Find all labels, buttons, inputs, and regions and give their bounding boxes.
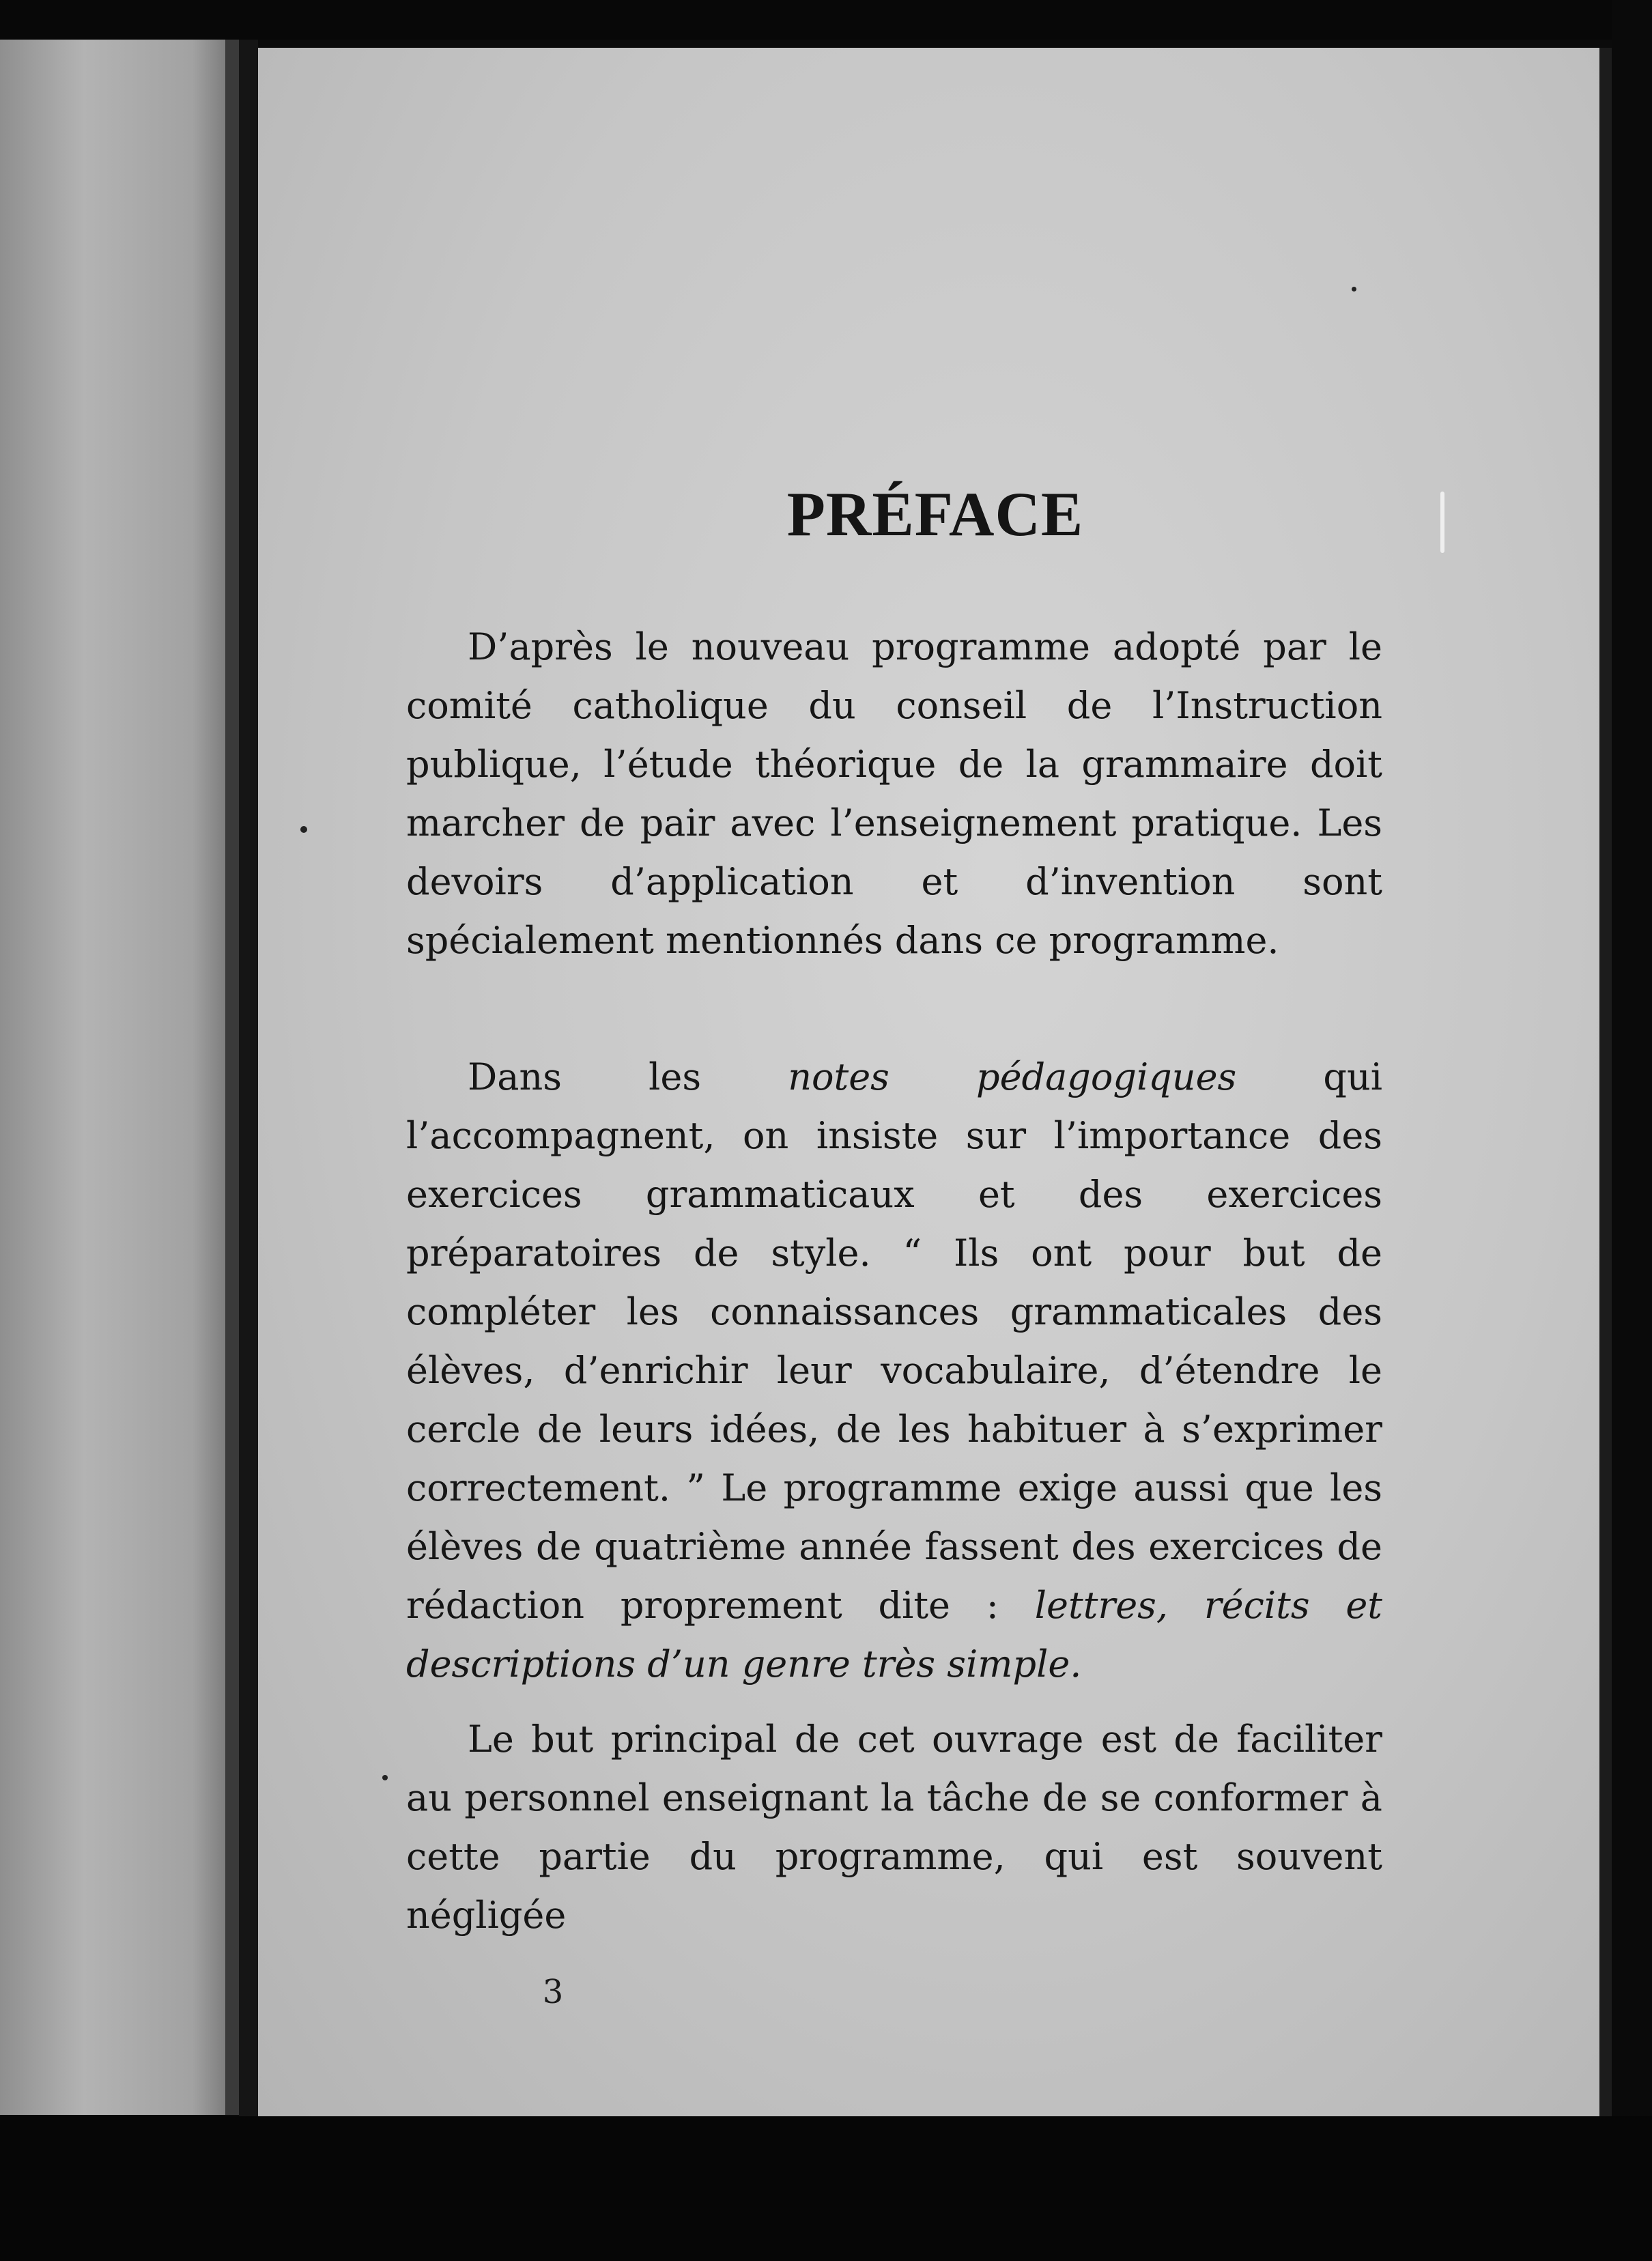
paragraph-2-italic-phrase: notes pédagogiques (788, 1055, 1237, 1098)
paragraph-3 (406, 1710, 1382, 1945)
paragraph-1 (406, 618, 1382, 970)
scan-speck (382, 1775, 388, 1780)
scan-speck (300, 826, 307, 833)
page-right-edge (1599, 48, 1612, 2116)
scan-right-border (1612, 0, 1652, 2261)
page-title: PRÉFACE (786, 479, 1084, 549)
page-number: 3 (542, 1973, 564, 2011)
scan-speck (1440, 492, 1444, 553)
scan-top-border (0, 0, 1652, 40)
paragraph-2-italic-end: lettres, récits et descriptions d’un genre très simple. (406, 1584, 1382, 1686)
paragraph-2-text-middle: qui l’accompagnent, on insiste sur l’importance des exercices grammaticaux et des exercices préparatoires de style. “ Ils ont pour but de compléter les connaissances grammaticales des élèves, d’enrichir leur vocabulaire, d’étendre le cercle de leurs idées, de les habituer à s’exprimer correctement. ” Le programme exige aussi que les élèves de quatrième année fassent des exercices de rédaction proprement dite : (406, 1055, 1383, 1627)
scan-speck (1352, 287, 1356, 291)
paragraph-2 (406, 1048, 1382, 1694)
paragraph-2-text-start: Dans les (468, 1055, 788, 1098)
left-page-margin (0, 40, 240, 2115)
left-page-edge (225, 40, 239, 2115)
scan-bottom-border (0, 2116, 1652, 2261)
book-spine (239, 40, 258, 2129)
paragraph-3-text: Le but principal de cet ouvrage est de faciliter au personnel enseignant la tâche de se conformer à cette partie du programme, qui est souvent négligée (406, 1718, 1382, 1937)
paragraph-1-text: D’après le nouveau programme adopté par le comité catholique du conseil de l’Instruction publique, l’étude théorique de la grammaire doit marcher de pair avec l’enseignement pratique. Les devoirs d’application et d’invention sont spécialement mentionnés dans ce programme. (406, 625, 1382, 962)
